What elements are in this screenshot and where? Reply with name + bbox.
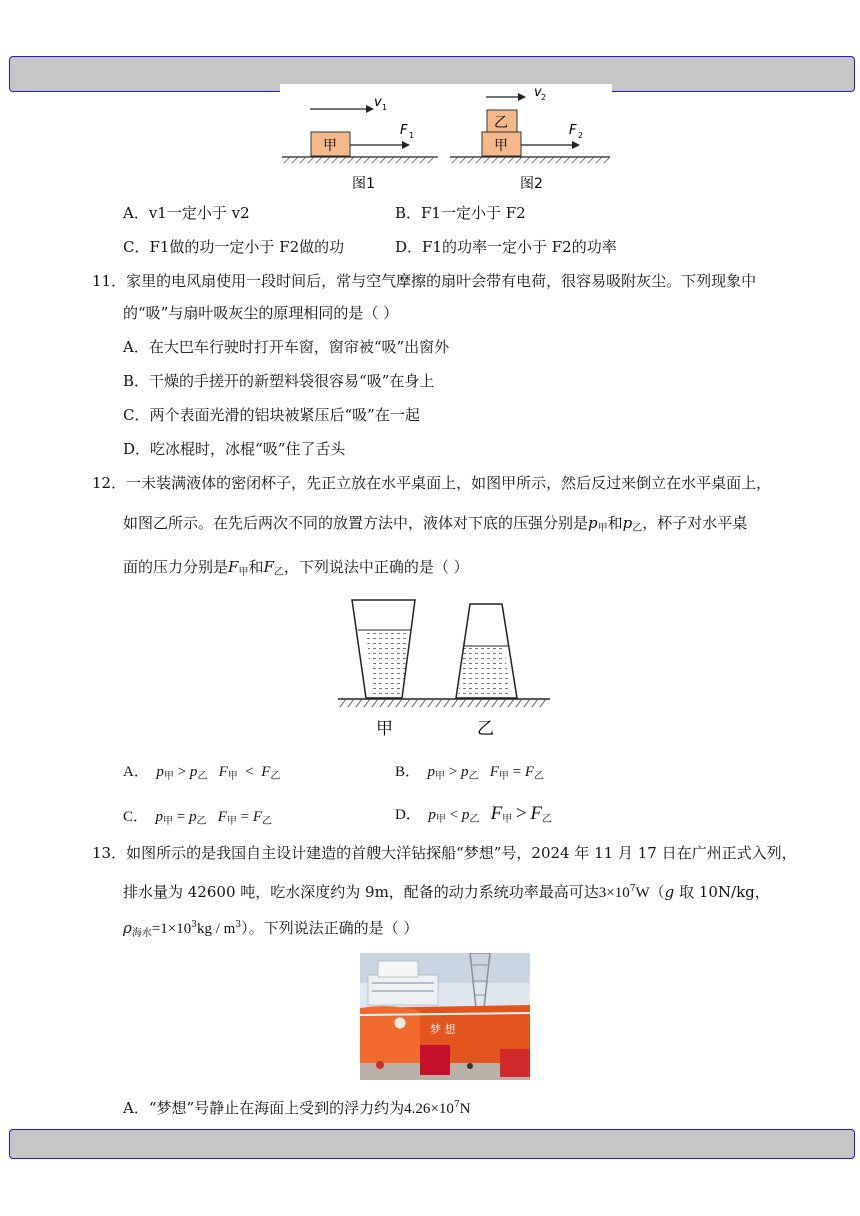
f1-sub: 1 [409, 131, 415, 140]
ship-photo [360, 953, 530, 1080]
q12-stem-line1: 12．一未装满液体的密闭杯子，先正立放在水平桌面上，如图甲所示，然后反过来倒立在水平桌面上， [92, 474, 772, 492]
fig1-caption: 图1 [352, 176, 375, 192]
q10-option-b: B．F1一定小于 F2 [395, 204, 526, 222]
cup-jia-liquid [366, 630, 409, 698]
block-jia-fig2-label: 甲 [494, 138, 508, 154]
footer-bar [9, 1129, 855, 1159]
q12-stem-line3: 面的压力分别是$F_甲$和$F_乙$，下列说法中正确的是（ ） [123, 558, 469, 578]
f2-label: F [569, 123, 577, 138]
q12-option-d: D． $p_甲 < p_乙$ $F_甲 > F_乙$ [395, 803, 552, 825]
fig2-caption: 图2 [520, 176, 543, 192]
block-yi-fig2-label: 乙 [494, 115, 508, 131]
q12-cup-figure [336, 596, 556, 740]
cup-yi-liquid [458, 646, 511, 698]
q11-stem-line1: 11．家里的电风扇使用一段时间后，常与空气摩擦的扇叶会带有电荷，很容易吸附灰尘。下列现象中 [92, 272, 757, 290]
q13-stem-line1: 13．如图所示的是我国自主设计建造的首艘大洋钻探船“梦想”号，2024 年 11 月 17 日在广州正式入列， [92, 844, 797, 862]
block-jia-fig1-label: 甲 [323, 138, 337, 154]
q11-option-a: A．在大巴车行驶时打开车窗，窗帘被“吸”出窗外 [123, 338, 450, 356]
q13-option-a: A．“梦想”号静止在海面上受到的浮力约为$4.26\times 10^7N$ [123, 1099, 471, 1117]
q10-option-a: A．v1一定小于 v2 [123, 204, 250, 222]
q11-option-b: B．干燥的手搓开的新塑料袋很容易“吸”在身上 [123, 372, 435, 390]
v1-label: v [374, 95, 382, 110]
v2-label: v [534, 85, 542, 100]
q12-option-c: C． $p_甲 = p_乙$ $F_甲 = F_乙$ [123, 809, 273, 827]
ship-name: 梦 想 [430, 1023, 456, 1036]
q11-option-d: D．吃冰棍时，冰棍“吸”住了舌头 [123, 440, 346, 458]
q13-stem-line3: $\rho_{海水}=1\times 10^3kg / m^3$）。下列说法正确的是（ ） [123, 919, 419, 939]
q13-stem-line2: 排水量为 42600 吨，吃水深度约为 9m，配备的动力系统功率最高可达$3\times 10^7W(g$ 取 10N/kg， [123, 883, 770, 901]
q11-stem-line2: 的“吸”与扇叶吸灰尘的原理相同的是（ ） [123, 304, 399, 322]
q10-option-d: D．F1的功率一定小于 F2的功率 [395, 238, 617, 256]
q11-option-c: C．两个表面光滑的铝块被紧压后“吸”在一起 [123, 406, 420, 424]
v1-sub: 1 [382, 103, 388, 112]
cup-yi-label: 乙 [477, 719, 494, 739]
q10-figure [278, 84, 614, 196]
v2-sub: 2 [541, 93, 547, 102]
q12-option-a: A． $p_甲 > p_乙$ $F_甲 < F_乙$ [123, 764, 281, 782]
q12-stem-line2: 如图乙所示。在先后两次不同的放置方法中，液体对下底的压强分别是$p_甲$和$p_乙$，杯子对水平桌 [123, 514, 748, 534]
cup-jia-label: 甲 [376, 719, 393, 739]
q12-option-b: B． $p_甲 > p_乙$ $F_甲 = F_乙$ [395, 764, 545, 782]
f2-sub: 2 [578, 131, 584, 140]
q10-option-c: C．F1做的功一定小于 F2做的功 [123, 238, 345, 256]
f1-label: F [400, 123, 408, 138]
